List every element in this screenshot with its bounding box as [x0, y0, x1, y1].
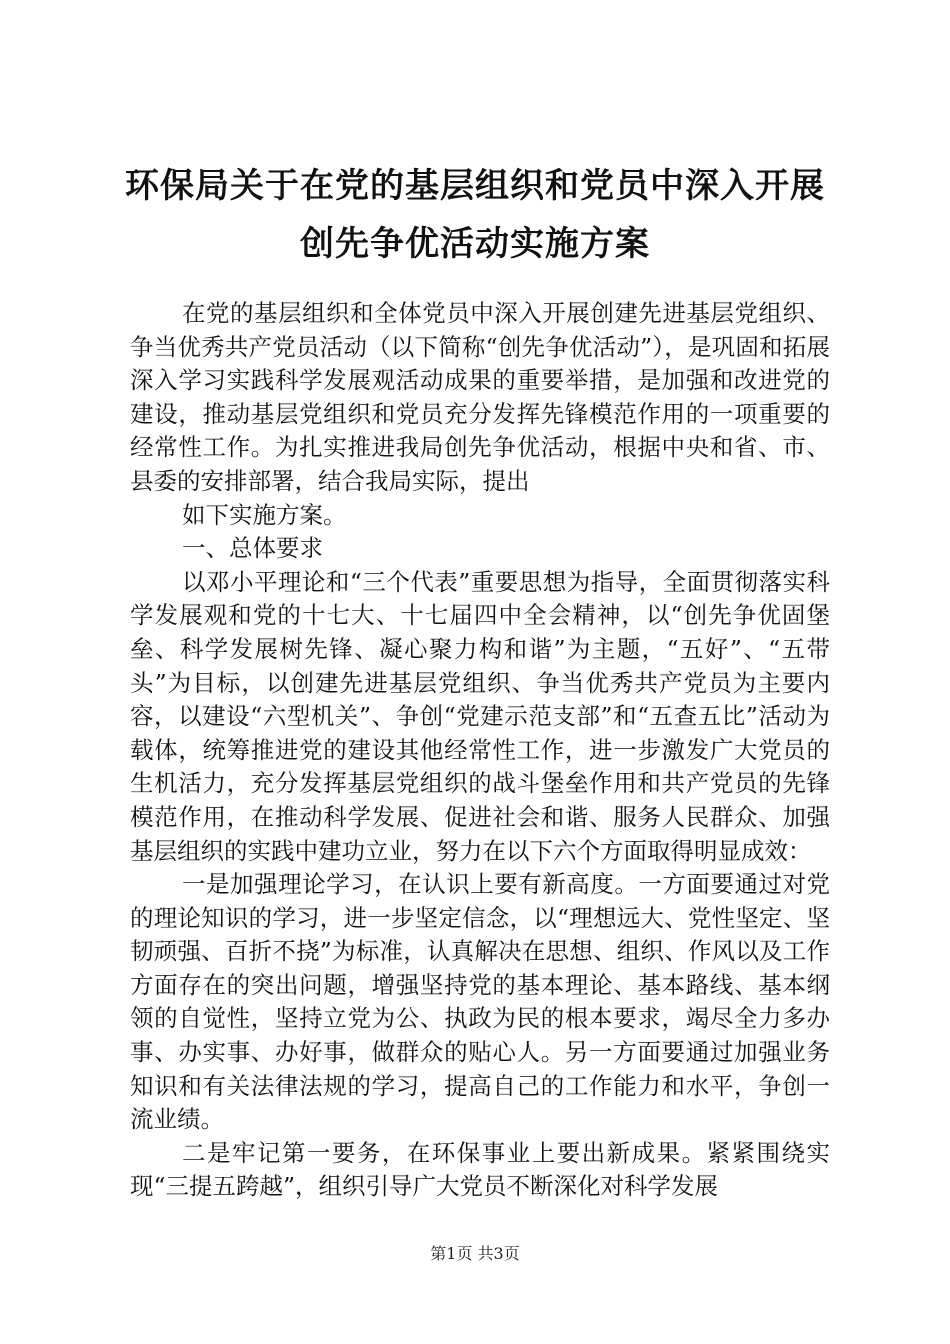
- paragraph-point-two: 二是牢记第一要务，在环保事业上要出新成果。紧紧围绕实现“三提五跨越”，组织引导广大党员不断深化对科学发展: [130, 1138, 830, 1201]
- paragraph-continuation: 如下实施方案。: [182, 500, 347, 529]
- document-body: [130, 297, 830, 1204]
- paragraph-intro: 在党的基层组织和全体党员中深入开展创建先进基层党组织、争当优秀共产党员活动（以下简称“创先争优活动”），是巩固和拓展深入学习实践科学发展观活动成果的重要举措，是加强和改进党的建设，推动基层党组织和党员充分发挥先锋模范作用的一项重要的经常性工作。为扎实推进我局创先争优活动，根据中央和省、市、县委的安排部署，结合我局实际，提出: [130, 299, 830, 495]
- document-title-line-2: 创先争优活动实施方案: [300, 224, 650, 264]
- paragraph-point-one: 一是加强理论学习，在认识上要有新高度。一方面要通过对党的理论知识的学习，进一步坚定信念，以“理想远大、党性坚定、坚韧顽强、百折不挠”为标准，认真解决在思想、组织、作风以及工作方面存在的突出问题，增强坚持党的基本理论、基本路线、基本纲领的自觉性，坚持立党为公、执政为民的根本要求，竭尽全力多办事、办实事、办好事，做群众的贴心人。另一方面要通过加强业务知识和有关法律法规的学习，提高自己的工作能力和水平，争创一流业绩。: [130, 870, 830, 1134]
- page-footer: 第1页 共3页: [430, 1244, 520, 1263]
- paragraph-general-requirements: 以邓小平理论和“三个代表”重要思想为指导，全面贯彻落实科学发展观和党的十七大、十七届四中全会精神，以“创先争优固堡垒、科学发展树先锋、凝心聚力构和谐”为主题，“五好”、“五带头”为目标，以创建先进基层党组织、争当优秀共产党员为主要内容，以建设“六型机关”、争创“党建示范支部”和“五查五比”活动为载体，统筹推进党的建设其他经常性工作，进一步激发广大党员的生机活力，充分发挥基层党组织的战斗堡垒作用和共产党员的先锋模范作用，在推动科学发展、促进社会和谐、服务人民群众、加强基层组织的实践中建功立业，努力在以下六个方面取得明显成效：: [130, 567, 830, 865]
- document-title-line-1: 环保局关于在党的基层组织和党员中深入开展: [125, 166, 825, 206]
- section-heading: 一、总体要求: [182, 534, 323, 563]
